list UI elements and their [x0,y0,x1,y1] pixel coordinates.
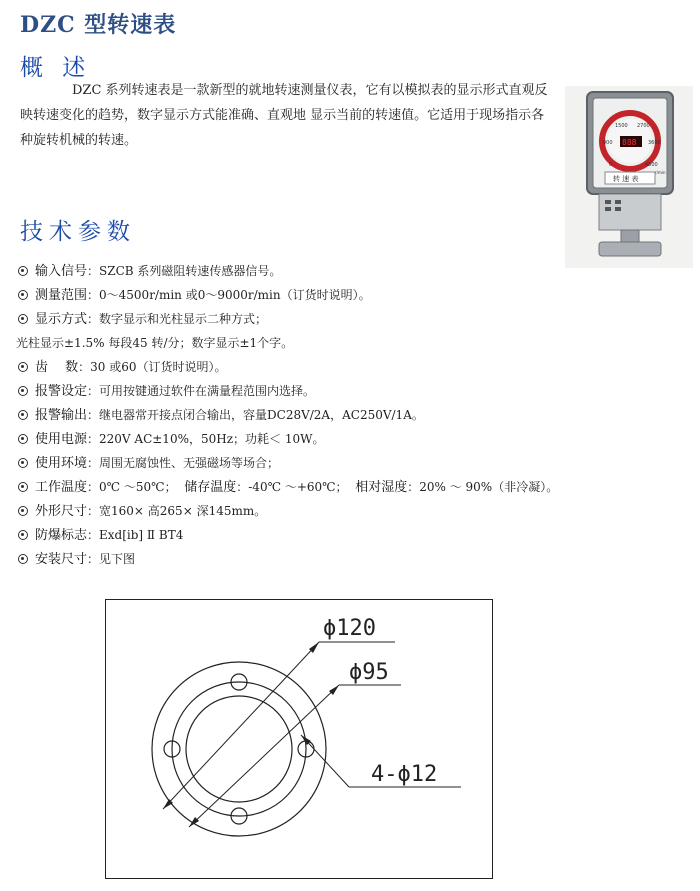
circle-bullet-icon [18,482,28,492]
spec-value: ：宽160× 高265× 深145mm。 [87,504,267,518]
scale-label: 2700 [637,123,650,129]
flange-drawing [105,599,493,879]
spec-label: 显示方式 [35,312,88,327]
spec-value: ：周围无腐蚀性、无强磁场等场合； [87,456,280,470]
spec-label: 工作温度 [35,480,88,495]
display-value: 888 [622,138,637,147]
overview-body: DZC 系列转速表是一款新型的就地转速测量仪表，它有以模拟表的显示形式直观反映转速变化的趋势，数字显示方式能准确、直观地 显示当前的转速值。它适用于现场指示各种旋转机械的转速。 [20,83,548,148]
circle-bullet-icon [18,386,28,396]
spec-label: 相对湿度 [355,480,408,495]
spec-label: 测量范围 [35,288,88,303]
spec-item [18,403,688,427]
spec-item [18,499,688,523]
scale-label: 900 [603,140,613,146]
spec-list [18,259,688,571]
dim-label-inner: ϕ95 [349,660,389,685]
spec-label: 使用电源 [35,432,88,447]
spec-value: ：可用按键通过软件在满量程范围内选择。 [87,384,316,398]
spec-value: 光柱显示±1.5% 每段45 转/分；数字显示±1个字。 [16,336,294,350]
spec-value: ：0～4500r/min 或0～9000r/min（订货时说明）。 [87,288,371,302]
spec-item [18,259,688,283]
spec-label: 储存温度 [184,480,237,495]
circle-bullet-icon [18,314,28,324]
spec-item [18,355,688,379]
dim-label-holes: 4-ϕ12 [371,762,438,787]
spec-value: ：20% ～ 90%（非冷凝）。 [407,480,559,494]
spec-label: 安装尺寸 [35,552,88,567]
circle-bullet-icon [18,290,28,300]
spec-item [16,331,688,355]
scale-label: r/min [655,170,666,175]
circle-bullet-icon [18,554,28,564]
spec-value: ：0℃ ～50℃； [87,480,177,494]
spec-item [18,379,688,403]
spec-value: ：数字显示和光柱显示二种方式； [87,312,268,326]
drawing-frame [106,600,493,879]
scale-label: 3600 [648,140,661,146]
spec-item [18,307,688,331]
circle-bullet-icon [18,266,28,276]
circle-bullet-icon [18,458,28,468]
spec-item [18,427,688,451]
spec-item [18,475,688,499]
spec-item [18,523,688,547]
doc-title: DZC 型转速表 [20,12,177,38]
spec-label: 输入信号 [35,264,88,279]
face-label: 转 速 表 [613,175,639,183]
spec-value: ：Exd[ib] Ⅱ BT4 [87,528,184,542]
spec-item [18,451,688,475]
spec-value: ：见下图 [87,552,136,566]
spec-value: ：-40℃ ～+60℃； [236,480,348,494]
spec-value: ：SZCB 系列磁阻转速传感器信号。 [87,264,282,278]
spec-label: 报警输出 [35,408,88,423]
spec-label: 报警设定 [35,384,88,399]
circle-bullet-icon [18,410,28,420]
scale-label: 4500 [645,162,658,168]
circle-bullet-icon [18,434,28,444]
spec-value: ：220V AC±10%，50Hz；功耗＜ 10W。 [87,432,325,446]
spec-label: 外形尺寸 [35,504,88,519]
spec-label: 齿 数 [35,360,79,375]
scale-label: 1500 [615,123,628,129]
specs-heading: 技术参数 [20,219,136,245]
dim-label-outer: ϕ120 [323,616,376,641]
spec-value: ：继电器常开接点闭合输出，容量DC28V/2A，AC250V/1A。 [87,408,424,422]
overview-text [20,78,555,153]
circle-bullet-icon [18,530,28,540]
spec-item [18,283,688,307]
spec-label: 防爆标志 [35,528,88,543]
overview-heading: 概 述 [20,55,92,81]
circle-bullet-icon [18,506,28,516]
scale-label: 0 [609,162,613,168]
tachometer-photo [565,86,693,268]
spec-item [18,547,688,571]
spec-value: ：30 或60（订货时说明）。 [78,360,227,374]
circle-bullet-icon [18,362,28,372]
spec-label: 使用环境 [35,456,88,471]
